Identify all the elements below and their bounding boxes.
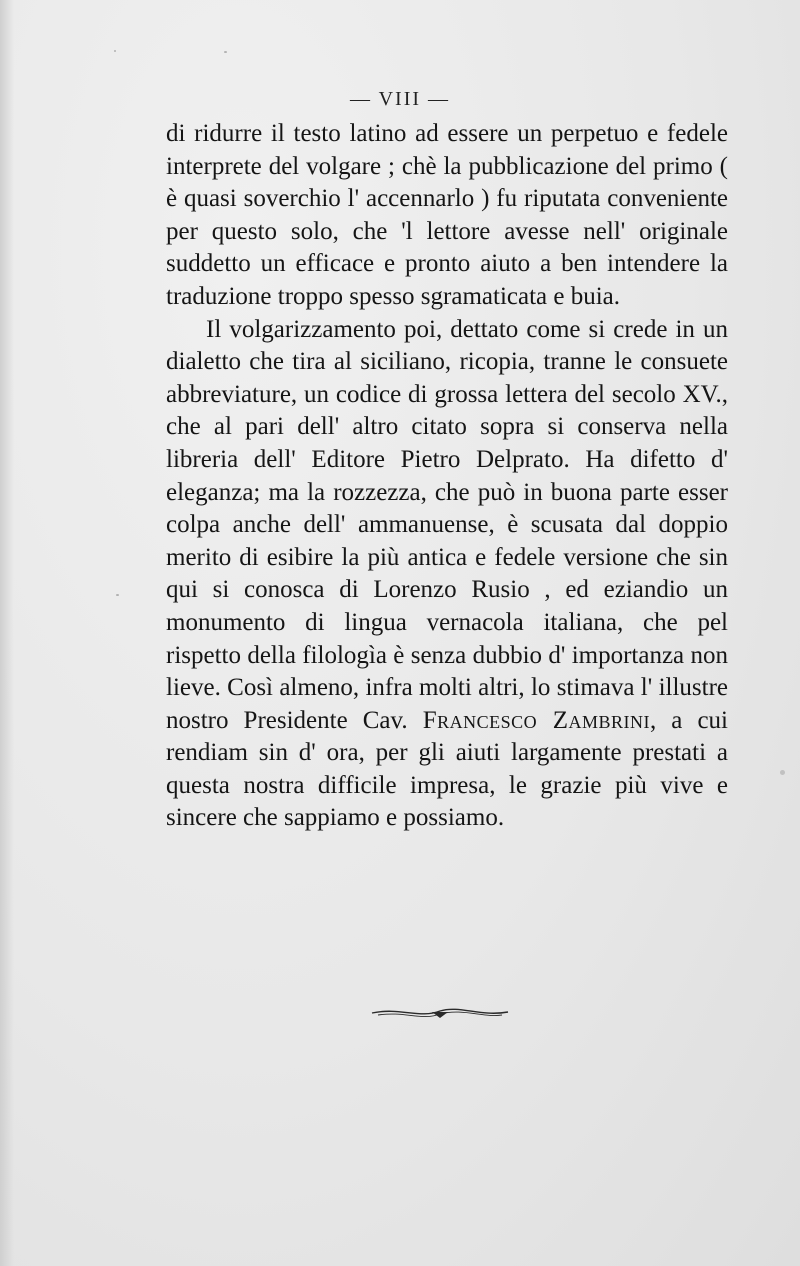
paragraph-2-text-b: , a cui rendiam sin d' ora, per gli aiuti largamente prestati a questa nostra difficile impresa, le grazie più vive e sincere che sappiamo e possiamo. bbox=[166, 706, 728, 832]
paper-speck bbox=[114, 50, 116, 52]
paper-speck bbox=[780, 770, 785, 775]
paper-speck bbox=[224, 51, 227, 53]
paper-speck bbox=[116, 594, 119, 596]
paragraph-2 bbox=[166, 314, 728, 836]
paragraph-2-text-a: Il volgarizzamento poi, dettato come si crede in un dialetto che tira al siciliano, ricopia, tranne le consuete abbreviature, un codice di grossa lettera del secolo XV., che al pari dell' altro citato sopra si conserva nella libreria dell' Editore Pietro Delprato. Ha difetto d' eleganza; ma la rozzezza, che può in buona parte esser colpa anche dell' ammanuense, è scusata dal doppio merito di esibire la più antica e fedele versione che sin qui si conosca di Lorenzo Rusio , ed eziandio un monumento di lingua vernacola italiana, che pel rispetto della filologìa è senza dubbio d' importanza non lieve. Così almeno, infra molti altri, lo stimava l' illustre nostro Presidente Cav. bbox=[166, 315, 728, 734]
paragraph-1 bbox=[166, 118, 728, 314]
decorative-rule-ornament bbox=[370, 1003, 510, 1023]
paragraph-1-text: di ridurre il testo latino ad essere un perpetuo e fedele interprete del volgare ; chè la pubblicazione del primo ( è quasi soverchio l' accennarlo ) fu riputata conveniente per questo solo, che 'l lettore avesse nell' originale suddetto un efficace e pronto aiuto a ben intendere la traduzione troppo spesso sgramaticata e buia. bbox=[166, 120, 728, 310]
page-gutter-shadow bbox=[0, 0, 14, 1266]
body-text bbox=[166, 118, 728, 835]
page-number: — VIII — bbox=[349, 88, 451, 110]
author-name: Francesco Zambrini bbox=[422, 706, 650, 734]
